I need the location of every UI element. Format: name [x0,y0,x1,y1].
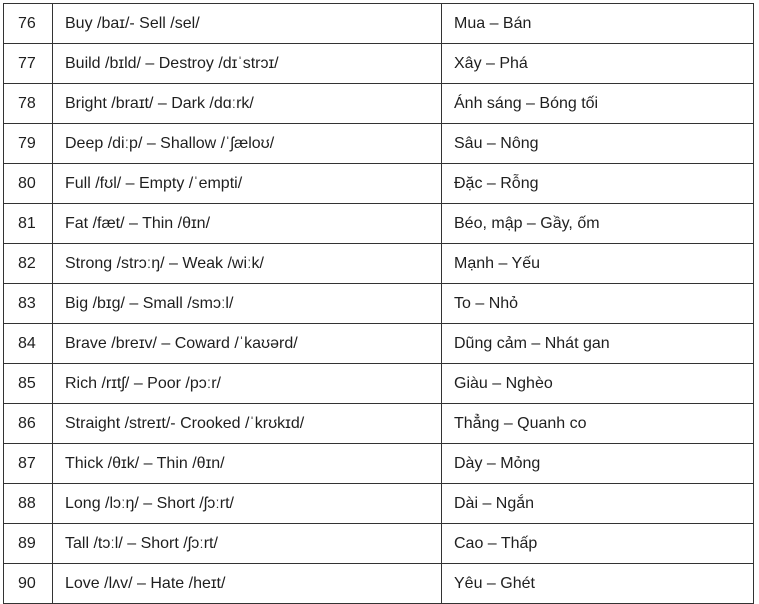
row-number-cell: 89 [4,524,53,564]
vietnamese-pair-cell: Dài – Ngắn [442,484,754,524]
table-row [4,364,754,404]
english-pair-cell: Deep /diːp/ – Shallow /ˈʃæloʊ/ [53,124,442,164]
row-number-cell: 80 [4,164,53,204]
table-row [4,244,754,284]
table-row [4,404,754,444]
row-number-cell: 83 [4,284,53,324]
vietnamese-pair-cell: Cao – Thấp [442,524,754,564]
row-number-cell: 82 [4,244,53,284]
vietnamese-pair-cell: To – Nhỏ [442,284,754,324]
english-pair-cell: Build /bɪld/ – Destroy /dɪˈstrɔɪ/ [53,44,442,84]
english-pair-cell: Fat /fæt/ – Thin /θɪn/ [53,204,442,244]
table-row [4,324,754,364]
vietnamese-pair-cell: Mạnh – Yếu [442,244,754,284]
row-number-cell: 76 [4,4,53,44]
english-pair-cell: Strong /strɔːŋ/ – Weak /wiːk/ [53,244,442,284]
row-number-cell: 78 [4,84,53,124]
row-number-cell: 79 [4,124,53,164]
english-pair-cell: Full /fʊl/ – Empty /ˈempti/ [53,164,442,204]
vietnamese-pair-cell: Đặc – Rỗng [442,164,754,204]
english-pair-cell: Long /lɔːŋ/ – Short /ʃɔːrt/ [53,484,442,524]
row-number-cell: 77 [4,44,53,84]
table-row [4,284,754,324]
table-row [4,444,754,484]
vietnamese-pair-cell: Yêu – Ghét [442,564,754,604]
english-pair-cell: Big /bɪɡ/ – Small /smɔːl/ [53,284,442,324]
vietnamese-pair-cell: Xây – Phá [442,44,754,84]
table-row [4,84,754,124]
vietnamese-pair-cell: Dày – Mỏng [442,444,754,484]
vietnamese-pair-cell: Ánh sáng – Bóng tối [442,84,754,124]
vietnamese-pair-cell: Giàu – Nghèo [442,364,754,404]
english-pair-cell: Bright /braɪt/ – Dark /dɑːrk/ [53,84,442,124]
table-row [4,484,754,524]
table-row [4,564,754,604]
vietnamese-pair-cell: Dũng cảm – Nhát gan [442,324,754,364]
row-number-cell: 81 [4,204,53,244]
english-pair-cell: Thick /θɪk/ – Thin /θɪn/ [53,444,442,484]
english-pair-cell: Buy /baɪ/- Sell /sel/ [53,4,442,44]
english-pair-cell: Brave /breɪv/ – Coward /ˈkaʊərd/ [53,324,442,364]
english-pair-cell: Love /lʌv/ – Hate /heɪt/ [53,564,442,604]
vietnamese-pair-cell: Mua – Bán [442,4,754,44]
table-row [4,124,754,164]
vocabulary-table [3,3,754,604]
row-number-cell: 84 [4,324,53,364]
row-number-cell: 88 [4,484,53,524]
table-row [4,204,754,244]
table-row [4,4,754,44]
table-row [4,524,754,564]
row-number-cell: 90 [4,564,53,604]
vietnamese-pair-cell: Sâu – Nông [442,124,754,164]
english-pair-cell: Tall /tɔːl/ – Short /ʃɔːrt/ [53,524,442,564]
vietnamese-pair-cell: Thẳng – Quanh co [442,404,754,444]
row-number-cell: 86 [4,404,53,444]
english-pair-cell: Rich /rɪtʃ/ – Poor /pɔːr/ [53,364,442,404]
vocabulary-table-body [4,4,754,604]
english-pair-cell: Straight /streɪt/- Crooked /ˈkrʊkɪd/ [53,404,442,444]
table-row [4,44,754,84]
table-row [4,164,754,204]
vietnamese-pair-cell: Béo, mập – Gầy, ốm [442,204,754,244]
row-number-cell: 85 [4,364,53,404]
row-number-cell: 87 [4,444,53,484]
